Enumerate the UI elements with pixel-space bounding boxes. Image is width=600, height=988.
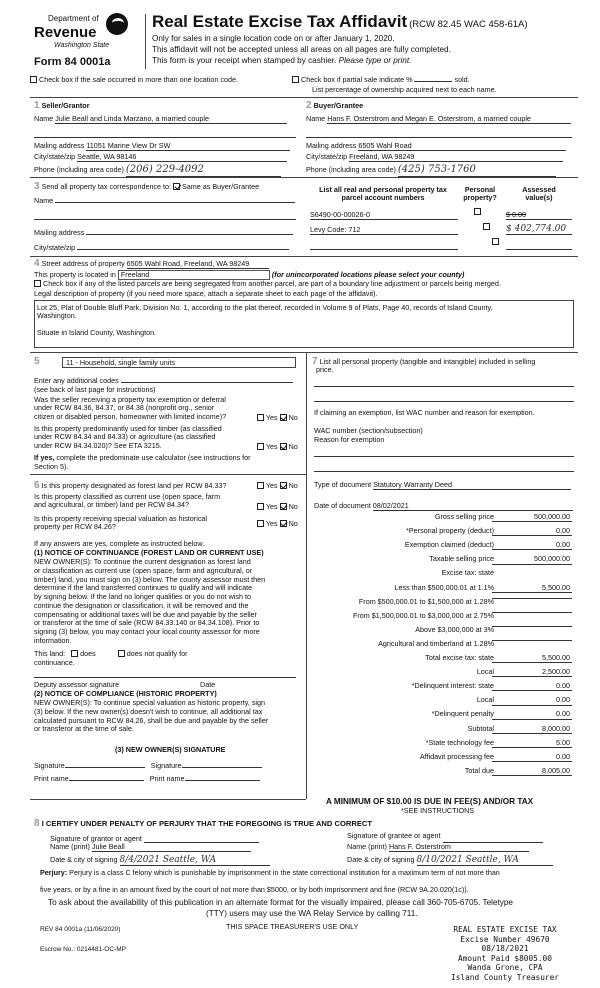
tax-row-label: *Delinquent penalty	[431, 709, 494, 719]
new-owner-print-row: Print name Print name	[34, 775, 296, 783]
pct-note: List percentage of ownership acquired next to each name.	[312, 85, 497, 94]
continuance-text: continuance.	[34, 658, 75, 667]
q6-1-answer[interactable]: Yes No	[257, 482, 298, 490]
tax-row-value[interactable]	[492, 612, 572, 613]
segregated-check[interactable]: Check box if any of the listed parcels are being segregated from another parcel, are part of a boundary line adjustment or parcels being merged.	[34, 280, 501, 288]
ifyes-note-2: Section 5).	[34, 462, 69, 471]
grantee-signature[interactable]	[443, 832, 543, 843]
buyer-addr-row: Mailing address 6505 Wahl Road	[306, 142, 566, 151]
tax-row-label: Taxable selling price	[429, 554, 494, 564]
logo-swoosh-icon	[106, 13, 128, 35]
tax-row-label: Less than $500,000.01 at 1.1%	[394, 582, 494, 592]
seller-city-row: City/state/zip Seattle, WA 98146	[34, 153, 287, 162]
q6-3-answer[interactable]: Yes No	[257, 520, 298, 528]
tax-row-label: Local	[476, 695, 494, 705]
section7-text-2: price.	[316, 365, 334, 374]
tax-row-label: Local	[476, 667, 494, 677]
q5-1-answer[interactable]: Yes No	[257, 414, 298, 422]
corr-addr-row: Mailing address	[34, 229, 293, 237]
tax-row-value[interactable]: 8,005.00	[492, 767, 572, 776]
alt-format-note-2: (TTY) users may use the WA Relay Service by calling 711.	[206, 909, 418, 918]
exempt-label: If claiming an exemption, list WAC number and reason for exemption.	[314, 408, 535, 417]
add-codes-label: Enter any additional codes	[34, 377, 293, 385]
seller-city-field[interactable]: Seattle, WA 98146	[77, 153, 287, 162]
wac-row: WAC number (section/subsection)	[314, 426, 423, 435]
doc-type-row: Type of document Statutory Warranty Deed	[314, 481, 571, 490]
grantor-name-row: Name (print) Julie Beall	[50, 843, 251, 852]
reason-label: Reason for exemption	[314, 435, 385, 444]
legal-description-box[interactable]: Lot 25, Plat of Double Bluff Park, Division No. 1, according to the plat thereof, recorded in Volume 9 of Plats, Page 40, records of Island County, Washington. Situate in Island County, Washington.	[34, 300, 574, 348]
personal-checkbox-3[interactable]	[492, 238, 499, 245]
personal-header: Personal property?	[463, 185, 497, 203]
notice-continuance-heading: (1) NOTICE OF CONTINUANCE (FOREST LAND OR CURRENT USE)	[34, 548, 264, 557]
tax-row-value[interactable]: 5,500.00	[492, 584, 572, 593]
treasurer-stamp: REAL ESTATE EXCISE TAX Excise Number 49670 08/18/2021 Amount Paid $8005.00 Wanda Grone, CPA Island County Treasurer	[451, 925, 559, 982]
personal-checkbox-1[interactable]	[474, 208, 481, 215]
tax-row-value[interactable]: 0.00	[492, 682, 572, 691]
grantor-sig-row: Signature of grantor or agent	[50, 832, 259, 843]
buyer-city-row: City/state/zip Freeland, WA 98249	[306, 153, 563, 162]
multi-location-check[interactable]: Check box if the sale occurred in more than one location code.	[30, 76, 238, 84]
tax-row-label: Excise tax: state	[441, 568, 494, 578]
assessed-2[interactable]: $ 402,774.00	[506, 224, 572, 235]
tax-row-value[interactable]: 8,000.00	[492, 725, 572, 734]
street-field[interactable]: 6505 Wahl Road, Freeland, WA 98249	[127, 260, 269, 269]
treasurer-use: THIS SPACE TREASURER'S USE ONLY	[226, 922, 359, 931]
notice-compliance-heading: (2) NOTICE OF COMPLIANCE (HISTORIC PROPERTY)	[34, 689, 217, 698]
tax-row-label: Subtotal	[467, 723, 494, 733]
parcel-2[interactable]: Levy Code: 712	[310, 226, 458, 235]
parcel-header: List all real and personal property tax parcel account numbers	[319, 185, 447, 203]
notice-compliance-text: NEW OWNER(S): To continue special valuation as historic property, sign (3) below. If the new owner(s) doesn't wish to continue, all additional tax calculated pursuant to RCW 84.26, shall be due and payable by the seller or transferor at the time of sale.	[34, 698, 269, 734]
dor-logo	[30, 11, 135, 59]
dept-text: Department of	[48, 14, 99, 23]
revenue-text: Revenue	[34, 24, 97, 41]
grantee-date-row: Date & city of signing 8/10/2021 Seattle, WA	[347, 855, 553, 866]
tax-row-value[interactable]: 2,500.00	[492, 668, 572, 677]
section5-num: 5	[34, 356, 40, 367]
state-text: Washington State	[54, 42, 110, 49]
checkbox[interactable]	[30, 76, 37, 83]
tax-row-value[interactable]: 0.00	[492, 527, 572, 536]
grantee-sig-row: Signature of grantee or agent	[347, 832, 543, 843]
q5-2: Is this property predominantly used for timber (as classified under RCW 84.34 and 84.33) or agriculture (as classified under RCW 84.34.020)? See ETA 3215.	[34, 424, 222, 450]
add-codes-hint: (see back of last page for instructions)	[34, 385, 156, 394]
tax-row-value[interactable]: 500,000.00	[492, 555, 572, 564]
tax-row-label: Exemption claimed (deduct)	[404, 540, 494, 550]
perjury-note-2: five years, or by a fine in an amount fixed by the court of not more than $5000, or by both imprisonment and fine (RCW 9A.20.020(1c)).	[40, 885, 469, 894]
seller-phone-field[interactable]: (206) 229-4092	[126, 164, 281, 177]
page-title: Real Estate Excise Tax Affidavit (RCW 82.45 WAC 458-61A)	[152, 12, 528, 31]
buyer-addr-field[interactable]: 6505 Wahl Road	[358, 142, 566, 151]
buyer-heading: 2 Buyer/Grantee	[306, 100, 364, 111]
tax-row-value[interactable]	[492, 626, 572, 627]
grantor-signature[interactable]	[144, 832, 259, 843]
new-owner-sig-row: Signature Signature	[34, 762, 296, 770]
tax-row-label: Gross selling price	[434, 512, 494, 521]
grantor-date-field[interactable]: 8/4/2021 Seattle, WA	[120, 855, 270, 866]
corr-name-row: Name	[34, 197, 295, 205]
tax-row-label: From $1,500,000.01 to $3,000,000 at 2.75%	[352, 610, 494, 620]
checkbox[interactable]	[292, 76, 299, 83]
form-number: Form 84 0001a	[34, 56, 111, 68]
q6-3: Is this property receiving special valuation as historical property per RCW 84.26?	[34, 514, 207, 532]
tax-row-label: *Personal property (deduct)	[406, 526, 494, 536]
q5-1: Was the seller receiving a property tax exemption or deferral under RCW 84.36, 84.37, or 84.38 (nonprofit org., senior citizen or disabled person, homeowner with limited income)?	[34, 395, 227, 421]
deputy-date-label: Date	[200, 680, 216, 689]
buyer-name-row: Name Hans F. Osterstrom and Megan E. Osterstrom, a married couple	[306, 115, 571, 124]
legal-label: Legal description of property (if you need more space, attach a separate sheet to each page of the affidavit).	[34, 289, 378, 298]
same-as-buyer-checkbox[interactable]	[173, 183, 180, 190]
tax-row-label: From $500,000.01 to $1,500,000 at 1.28%	[358, 596, 494, 606]
see-instructions: *SEE INSTRUCTIONS	[401, 806, 475, 815]
tax-row-label: Total due	[464, 765, 494, 775]
tax-row-value[interactable]: 5,500.00	[492, 654, 572, 663]
perjury-note: Perjury: Perjury is a class C felony which is punishable by imprisonment in the state correctional institution for a maximum term of not more than	[40, 868, 500, 877]
buyer-phone-row: Phone (including area code) (425) 753-1760	[306, 164, 556, 177]
q5-2-answer[interactable]: Yes No	[257, 443, 298, 451]
does-not-checkbox[interactable]	[118, 650, 125, 657]
tax-row-label: *State technology fee	[425, 737, 494, 747]
this-land-row: This land: does does not qualify for	[34, 649, 188, 658]
tax-row-label: *Delinquent interest: state	[411, 681, 494, 691]
tax-row-value[interactable]: 0.00	[492, 541, 572, 550]
ifyes-note: If yes, complete the predominate use calculator (see instructions for	[34, 453, 251, 462]
tax-row-value[interactable]: 5.00	[492, 739, 572, 748]
grantor-date-row: Date & city of signing 8/4/2021 Seattle, WA	[50, 855, 270, 866]
tax-row-label: Above $3,000,000 at 3%	[415, 624, 494, 634]
section7-text: 7 List all personal property (tangible and intangible) included in selling	[312, 356, 536, 367]
personal-checkbox-2[interactable]	[483, 223, 490, 230]
buyer-name-field[interactable]: Hans F. Osterstrom and Megan E. Osterstrom, a married couple	[327, 115, 571, 124]
tax-row-label: Agricultural and timberland at 1.28%	[378, 638, 494, 648]
doc-date-field[interactable]: 08/02/2021	[373, 502, 573, 511]
header-line1: Only for sales in a single location code on or after January 1, 2020.	[152, 34, 395, 43]
notice-continuance-text: NEW OWNER(S): To continue the current designation as forest land or classification as current use (open space, farm and agricultural, or timber) land, you must sign on (3) below. The county assessor must then determine if the land transferred continues to qualify and will indicate by signing below. If the land no longer qualifies or you do not wish to continue the designation or classification, it will be removed and the compensating or additional taxes will be due and payable by the seller or transferor at the time of sale (RCW 84.33.140 or 84.34.108). Prior to signing (3) below, you may contact your local county assessor for more information.	[34, 557, 266, 646]
locality-select[interactable]: Freeland	[118, 270, 270, 280]
buyer-phone-field[interactable]: (425) 753-1760	[398, 164, 556, 177]
tax-row-value[interactable]: 0.00	[492, 710, 572, 719]
assessed-1[interactable]: $ 0.00	[506, 211, 572, 220]
seller-addr-row: Mailing address 11051 Marine View Dr SW	[34, 142, 290, 151]
partial-sale-check[interactable]: Check box if partial sale indicate % sold.	[292, 76, 470, 84]
alt-format-note: To ask about the availability of this publication in an alternate format for the visually impaired, please call 360-705-6705. Teletype	[48, 898, 513, 907]
tax-row-label: Affidavit processing fee	[419, 751, 494, 761]
ifany-note: If any answers are yes, complete as instructed below.	[34, 539, 205, 548]
q6-2-answer[interactable]: Yes No	[257, 503, 298, 511]
minimum-due-note: A MINIMUM OF $10.00 IS DUE IN FEE(S) AND/OR TAX	[326, 797, 534, 806]
grantee-name-row: Name (print) Hans F. Osterstrom	[347, 843, 529, 852]
grantor-name-field[interactable]: Julie Beall	[92, 843, 251, 852]
doc-type-field[interactable]: Statutory Warranty Deed	[373, 481, 571, 490]
certify-heading: 8 I CERTIFY UNDER PENALTY OF PERJURY THAT THE FOREGOING IS TRUE AND CORRECT	[34, 818, 373, 829]
tax-row-value[interactable]	[492, 598, 572, 599]
corr-city-row: City/state/zip	[34, 244, 289, 252]
use-code-select[interactable]: 11 - Household, single family units	[62, 357, 296, 368]
buyer-city-field[interactable]: Freeland, WA 98249	[349, 153, 563, 162]
deputy-sig-label: Deputy assessor signature	[34, 680, 120, 689]
new-owner-sig-heading: (3) NEW OWNER(S) SIGNATURE	[115, 745, 226, 754]
tax-row-value[interactable]: 0.00	[492, 696, 572, 705]
header-line2: This affidavit will not be accepted unless all areas on all pages are fully completed.	[152, 45, 451, 54]
tax-row-label: Total excise tax: state	[425, 653, 494, 662]
assessed-header: Assessed value(s)	[522, 185, 556, 203]
seller-heading: 1 Seller/Grantor	[34, 100, 90, 111]
revision: REV 84 0001a (11/06/2020)	[40, 926, 121, 933]
grantee-name-field[interactable]: Hans F. Osterstrom	[389, 843, 529, 852]
tax-row-value[interactable]: 0.00	[492, 753, 572, 762]
tax-row-value[interactable]	[492, 640, 572, 641]
correspondence-row: 3 Send all property tax correspondence to: Same as Buyer/Grantee	[34, 181, 260, 192]
q6-2: Is this property classified as current use (open space, farm and agricultural, or timber) land per RCW 84.34?	[34, 492, 221, 510]
street-row: 4 Street address of property 6505 Wahl Road, Freeland, WA 98249	[34, 258, 269, 270]
tax-row-value[interactable]: 500,000.00	[492, 513, 572, 522]
does-checkbox[interactable]	[71, 650, 78, 657]
q6-1: 6 Is this property designated as forest land per RCW 84.33?	[34, 480, 227, 491]
checkbox[interactable]	[34, 280, 41, 287]
seller-addr-field[interactable]: 11051 Marine View Dr SW	[86, 142, 290, 151]
escrow-number: Escrow No.: 0214481-OC-MP	[40, 946, 126, 953]
grantee-date-field[interactable]: 8/10/2021 Seattle, WA	[417, 855, 553, 866]
seller-name-row: Name Julie Beall and Linda Marzano, a married couple	[34, 115, 296, 124]
parcel-1[interactable]: S6490-00-00026-0	[310, 211, 458, 220]
located-row: This property is located in Freeland (for unincorporated locations please select your county)	[34, 270, 465, 279]
doc-date-row: Date of document 08/02/2021	[314, 502, 573, 511]
seller-phone-row: Phone (including area code) (206) 229-4092	[34, 164, 281, 177]
header-line3: This form is your receipt when stamped by cashier. Please type or print.	[152, 56, 412, 65]
seller-name-field[interactable]: Julie Beall and Linda Marzano, a married couple	[55, 115, 287, 124]
